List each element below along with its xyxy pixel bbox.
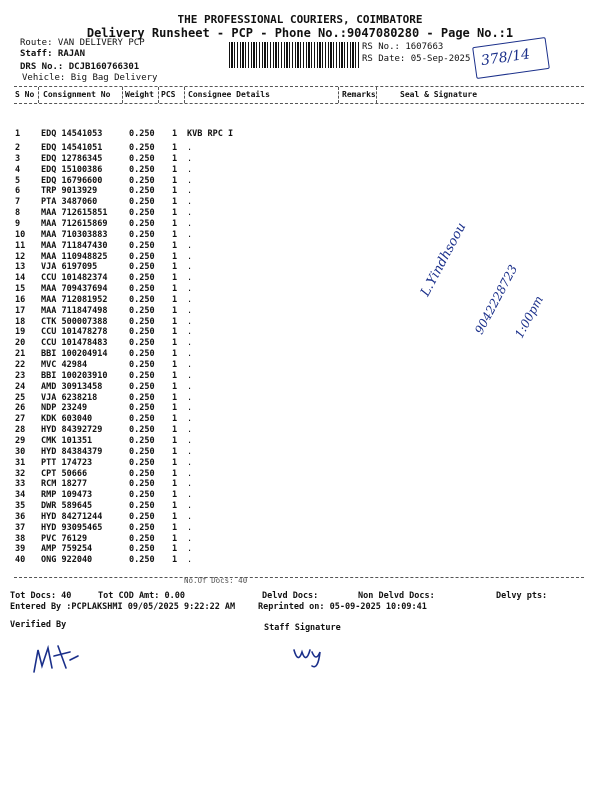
table-row xyxy=(0,393,600,403)
row-sno: 15 xyxy=(15,284,26,295)
row-consignment-no: HYD 84271244 xyxy=(41,511,103,522)
table-row xyxy=(0,154,600,164)
header-top-rule xyxy=(14,86,584,87)
row-sno: 18 xyxy=(15,316,26,327)
row-weight: 0.250 xyxy=(129,392,155,403)
row-pcs: 1 xyxy=(172,360,178,370)
table-bottom-rule xyxy=(14,577,584,578)
row-consignee: . xyxy=(187,240,193,251)
row-consignment-no: NDP 23249 xyxy=(41,403,88,414)
row-consignee: . xyxy=(187,262,193,273)
row-sno: 37 xyxy=(15,522,26,533)
row-weight: 0.250 xyxy=(129,555,155,566)
row-weight: 0.250 xyxy=(129,240,155,251)
row-consignment-no: MAA 711847430 xyxy=(41,240,108,251)
row-weight: 0.250 xyxy=(129,414,155,425)
row-pcs: 1 xyxy=(172,294,178,305)
row-pcs: 1 xyxy=(172,435,178,446)
table-row xyxy=(0,512,600,522)
row-consignment-no: DWR 589645 xyxy=(41,501,93,512)
row-sno: 7 xyxy=(15,197,21,208)
row-consignee: . xyxy=(187,284,193,295)
row-weight: 0.250 xyxy=(129,229,155,240)
table-row xyxy=(0,197,600,207)
row-consignee: . xyxy=(187,490,193,501)
row-consignment-no: CCU 101482374 xyxy=(41,273,108,284)
no-of-docs: No.Of Docs: 40 xyxy=(184,576,248,585)
non-delvd-docs: Non Delvd Docs: xyxy=(358,591,435,601)
row-sno: 24 xyxy=(15,381,26,392)
row-consignment-no: MAA 712615869 xyxy=(41,218,108,229)
row-sno: 20 xyxy=(15,338,26,349)
row-weight: 0.250 xyxy=(129,294,155,305)
row-weight: 0.250 xyxy=(129,218,155,229)
row-weight: 0.250 xyxy=(129,327,155,338)
col-divider xyxy=(338,87,339,103)
table-row xyxy=(0,327,600,337)
row-pcs: 1 xyxy=(172,522,178,533)
row-consignment-no: MAA 712081952 xyxy=(41,294,108,305)
row-pcs: 1 xyxy=(172,208,178,219)
entered-by: Entered By :PCPLAKSHMI 09/05/2025 9:22:22 AM xyxy=(10,602,236,612)
row-sno: 14 xyxy=(15,273,26,284)
row-weight: 0.250 xyxy=(129,360,155,370)
col-divider xyxy=(122,87,123,103)
row-consignment-no: BBI 100204914 xyxy=(41,349,108,360)
row-pcs: 1 xyxy=(172,555,178,566)
row-sno: 33 xyxy=(15,479,26,490)
table-row xyxy=(0,230,600,240)
row-consignee: . xyxy=(187,294,193,305)
verifier-signature xyxy=(26,638,86,678)
row-pcs: 1 xyxy=(172,273,178,284)
delvy-pts: Delvy pts: xyxy=(496,591,548,601)
row-consignment-no: MAA 710303883 xyxy=(41,229,108,240)
row-consignee: . xyxy=(187,522,193,533)
row-weight: 0.250 xyxy=(129,338,155,349)
table-row xyxy=(0,414,600,424)
table-row xyxy=(0,295,600,305)
row-pcs: 1 xyxy=(172,544,178,555)
row-weight: 0.250 xyxy=(129,164,155,175)
row-sno: 10 xyxy=(15,229,26,240)
table-row xyxy=(0,501,600,511)
staff-signature-label: Staff Signature xyxy=(264,623,341,633)
row-consignee: . xyxy=(187,370,193,381)
row-pcs: 1 xyxy=(172,262,178,273)
row-weight: 0.250 xyxy=(129,381,155,392)
row-consignee: . xyxy=(187,175,193,186)
handwritten-name: L.Yindhsoou xyxy=(418,220,470,300)
row-weight: 0.250 xyxy=(129,425,155,436)
table-row xyxy=(0,534,600,544)
tot-docs: Tot Docs: 40 xyxy=(10,591,72,601)
row-consignee: . xyxy=(187,392,193,403)
row-weight: 0.250 xyxy=(129,544,155,555)
col-divider xyxy=(38,87,39,103)
col-seal: Seal & Signature xyxy=(400,90,478,99)
row-sno: 4 xyxy=(15,164,21,175)
row-consignee: . xyxy=(187,218,193,229)
table-row xyxy=(0,241,600,251)
rs-date: RS Date: 05-Sep-2025 xyxy=(362,54,471,64)
row-consignment-no: CCU 101478483 xyxy=(41,338,108,349)
table-row xyxy=(0,371,600,381)
row-consignment-no: ONG 922040 xyxy=(41,555,93,566)
row-weight: 0.250 xyxy=(129,479,155,490)
header-bottom-rule xyxy=(14,103,584,104)
row-sno: 25 xyxy=(15,392,26,403)
row-sno: 11 xyxy=(15,240,26,251)
row-sno: 34 xyxy=(15,490,26,501)
row-pcs: 1 xyxy=(172,229,178,240)
row-consignee: . xyxy=(187,143,193,153)
table-row xyxy=(0,458,600,468)
row-weight: 0.250 xyxy=(129,435,155,446)
verified-by: Verified By xyxy=(10,620,67,630)
row-consignee: . xyxy=(187,229,193,240)
row-weight: 0.250 xyxy=(129,446,155,457)
row-consignment-no: CPT 50666 xyxy=(41,468,88,479)
row-sno: 28 xyxy=(15,425,26,436)
table-row xyxy=(0,129,600,139)
row-pcs: 1 xyxy=(172,186,178,197)
row-pcs: 1 xyxy=(172,175,178,186)
row-consignment-no: CCU 101478278 xyxy=(41,327,108,338)
row-consignment-no: VJA 6238218 xyxy=(41,392,98,403)
row-sno: 3 xyxy=(15,153,21,164)
table-row xyxy=(0,208,600,218)
delvd-docs: Delvd Docs: xyxy=(262,591,319,601)
row-pcs: 1 xyxy=(172,381,178,392)
row-weight: 0.250 xyxy=(129,490,155,501)
row-consignment-no: MAA 709437694 xyxy=(41,284,108,295)
row-sno: 35 xyxy=(15,501,26,512)
row-consignee: . xyxy=(187,468,193,479)
row-weight: 0.250 xyxy=(129,208,155,219)
row-consignee: . xyxy=(187,197,193,208)
row-consignee: . xyxy=(187,425,193,436)
row-sno: 36 xyxy=(15,511,26,522)
table-row xyxy=(0,555,600,565)
row-consignment-no: AMD 30913458 xyxy=(41,381,103,392)
row-pcs: 1 xyxy=(172,338,178,349)
row-pcs: 1 xyxy=(172,197,178,208)
row-consignee: . xyxy=(187,479,193,490)
row-pcs: 1 xyxy=(172,349,178,360)
row-sno: 26 xyxy=(15,403,26,414)
row-sno: 38 xyxy=(15,533,26,544)
row-consignee: . xyxy=(187,544,193,555)
row-consignee: . xyxy=(187,435,193,446)
row-consignee: . xyxy=(187,208,193,219)
row-consignee: . xyxy=(187,349,193,360)
row-consignment-no: RMP 109473 xyxy=(41,490,93,501)
row-sno: 27 xyxy=(15,414,26,425)
sheet-title: Delivery Runsheet - PCP - Phone No.:9047080280 - Page No.:1 xyxy=(86,26,514,40)
rs-number: RS No.: 1607663 xyxy=(362,42,444,52)
row-sno: 29 xyxy=(15,435,26,446)
col-consignee: Consignee Details xyxy=(188,90,270,99)
row-sno: 13 xyxy=(15,262,26,273)
col-sno: S No xyxy=(15,90,35,99)
company-title: THE PROFESSIONAL COURIERS, COIMBATORE xyxy=(177,13,423,26)
table-row xyxy=(0,382,600,392)
row-consignment-no: HYD 93095465 xyxy=(41,522,103,533)
table-row xyxy=(0,252,600,262)
table-row xyxy=(0,306,600,316)
row-pcs: 1 xyxy=(172,501,178,512)
row-consignment-no: MAA 110948825 xyxy=(41,251,108,262)
row-weight: 0.250 xyxy=(129,305,155,316)
row-weight: 0.250 xyxy=(129,403,155,414)
row-consignee: . xyxy=(187,164,193,175)
row-pcs: 1 xyxy=(172,425,178,436)
row-sno: 32 xyxy=(15,468,26,479)
row-consignee: . xyxy=(187,360,193,370)
route-label: Route: VAN DELIVERY PCP xyxy=(20,38,145,48)
table-row xyxy=(0,176,600,186)
row-pcs: 1 xyxy=(172,370,178,381)
row-pcs: 1 xyxy=(172,414,178,425)
table-row xyxy=(0,523,600,533)
handwritten-ref-box xyxy=(472,37,550,79)
row-sno: 6 xyxy=(15,186,21,197)
row-consignment-no: VJA 6197095 xyxy=(41,262,98,273)
row-weight: 0.250 xyxy=(129,262,155,273)
row-consignment-no: CTK 500007388 xyxy=(41,316,108,327)
table-row xyxy=(0,317,600,327)
row-sno: 5 xyxy=(15,175,21,186)
table-row xyxy=(0,338,600,348)
row-consignee: . xyxy=(187,381,193,392)
row-pcs: 1 xyxy=(172,392,178,403)
row-sno: 21 xyxy=(15,349,26,360)
tot-cod-amount: Tot COD Amt: 0.00 xyxy=(98,591,185,601)
row-consignee: . xyxy=(187,327,193,338)
row-consignee: . xyxy=(187,305,193,316)
row-consignment-no: BBI 100203910 xyxy=(41,370,108,381)
staff-label: Staff: RAJAN xyxy=(20,49,86,59)
row-weight: 0.250 xyxy=(129,511,155,522)
row-consignment-no: MAA 711847498 xyxy=(41,305,108,316)
row-weight: 0.250 xyxy=(129,251,155,262)
col-divider xyxy=(158,87,159,103)
row-consignee: . xyxy=(187,186,193,197)
row-consignee: . xyxy=(187,403,193,414)
row-sno: 1 xyxy=(15,129,21,139)
row-consignee: . xyxy=(187,457,193,468)
row-consignee: . xyxy=(187,511,193,522)
col-consignment: Consignment No xyxy=(43,90,111,99)
row-consignment-no: RCM 18277 xyxy=(41,479,88,490)
row-pcs: 1 xyxy=(172,316,178,327)
row-sno: 17 xyxy=(15,305,26,316)
row-pcs: 1 xyxy=(172,511,178,522)
table-row xyxy=(0,479,600,489)
row-consignee: . xyxy=(187,251,193,262)
row-sno: 30 xyxy=(15,446,26,457)
row-consignment-no: EDQ 12786345 xyxy=(41,153,103,164)
row-consignee: . xyxy=(187,533,193,544)
row-sno: 40 xyxy=(15,555,26,566)
row-pcs: 1 xyxy=(172,327,178,338)
row-weight: 0.250 xyxy=(129,316,155,327)
table-row xyxy=(0,490,600,500)
row-weight: 0.250 xyxy=(129,370,155,381)
table-row xyxy=(0,544,600,554)
drs-number: DRS No.: DCJB160766301 xyxy=(20,62,140,72)
row-consignee: . xyxy=(187,153,193,164)
table-row xyxy=(0,219,600,229)
row-sno: 9 xyxy=(15,218,21,229)
row-consignment-no: HYD 84392729 xyxy=(41,425,103,436)
row-pcs: 1 xyxy=(172,305,178,316)
row-sno: 12 xyxy=(15,251,26,262)
table-row xyxy=(0,143,600,153)
row-weight: 0.250 xyxy=(129,129,155,139)
row-consignment-no: PVC 76129 xyxy=(41,533,88,544)
row-consignment-no: PTT 174723 xyxy=(41,457,93,468)
row-consignment-no: MVC 42984 xyxy=(41,360,88,370)
row-pcs: 1 xyxy=(172,490,178,501)
row-consignee: KVB RPC I xyxy=(187,129,234,139)
row-weight: 0.250 xyxy=(129,284,155,295)
row-pcs: 1 xyxy=(172,164,178,175)
table-row xyxy=(0,469,600,479)
row-pcs: 1 xyxy=(172,457,178,468)
row-pcs: 1 xyxy=(172,533,178,544)
row-consignment-no: EDQ 15100386 xyxy=(41,164,103,175)
row-pcs: 1 xyxy=(172,143,178,153)
table-row xyxy=(0,360,600,370)
row-weight: 0.250 xyxy=(129,186,155,197)
row-pcs: 1 xyxy=(172,479,178,490)
table-row xyxy=(0,425,600,435)
reprinted-on: Reprinted on: 05-09-2025 10:09:41 xyxy=(258,602,427,612)
table-row xyxy=(0,349,600,359)
row-weight: 0.250 xyxy=(129,522,155,533)
row-consignment-no: MAA 712615851 xyxy=(41,208,108,219)
row-weight: 0.250 xyxy=(129,197,155,208)
vehicle-label: Vehicle: Big Bag Delivery xyxy=(22,73,158,83)
row-consignee: . xyxy=(187,338,193,349)
row-consignment-no: TRP 9013929 xyxy=(41,186,98,197)
row-consignment-no: HYD 84384379 xyxy=(41,446,103,457)
row-weight: 0.250 xyxy=(129,175,155,186)
row-sno: 23 xyxy=(15,370,26,381)
row-sno: 8 xyxy=(15,208,21,219)
row-consignment-no: CMK 101351 xyxy=(41,435,93,446)
row-consignee: . xyxy=(187,316,193,327)
row-weight: 0.250 xyxy=(129,533,155,544)
col-remarks: Remarks xyxy=(342,90,376,99)
row-consignee: . xyxy=(187,414,193,425)
row-consignment-no: EDQ 16796600 xyxy=(41,175,103,186)
handwritten-phone: 9042228723 xyxy=(472,262,521,337)
row-sno: 16 xyxy=(15,294,26,305)
row-pcs: 1 xyxy=(172,468,178,479)
row-consignment-no: AMP 759254 xyxy=(41,544,93,555)
row-consignment-no: KDK 603040 xyxy=(41,414,93,425)
row-consignment-no: PTA 3487060 xyxy=(41,197,98,208)
row-sno: 39 xyxy=(15,544,26,555)
row-weight: 0.250 xyxy=(129,349,155,360)
table-row xyxy=(0,447,600,457)
row-consignment-no: EDQ 14541051 xyxy=(41,143,103,153)
row-weight: 0.250 xyxy=(129,457,155,468)
col-divider xyxy=(376,87,377,103)
staff-signature xyxy=(290,640,340,670)
row-pcs: 1 xyxy=(172,403,178,414)
row-weight: 0.250 xyxy=(129,153,155,164)
row-pcs: 1 xyxy=(172,153,178,164)
row-pcs: 1 xyxy=(172,251,178,262)
row-pcs: 1 xyxy=(172,129,178,139)
row-pcs: 1 xyxy=(172,218,178,229)
table-row xyxy=(0,436,600,446)
col-weight: Weight xyxy=(125,90,154,99)
row-weight: 0.250 xyxy=(129,501,155,512)
col-pcs: PCS xyxy=(161,90,176,99)
row-consignee: . xyxy=(187,273,193,284)
table-row xyxy=(0,186,600,196)
row-consignee: . xyxy=(187,501,193,512)
handwritten-time: 1:00pm xyxy=(512,293,546,341)
col-divider xyxy=(184,87,185,103)
table-row xyxy=(0,403,600,413)
row-sno: 22 xyxy=(15,360,26,370)
row-weight: 0.250 xyxy=(129,468,155,479)
row-pcs: 1 xyxy=(172,446,178,457)
row-pcs: 1 xyxy=(172,284,178,295)
row-sno: 19 xyxy=(15,327,26,338)
barcode xyxy=(229,42,359,68)
row-pcs: 1 xyxy=(172,240,178,251)
table-row xyxy=(0,165,600,175)
row-sno: 2 xyxy=(15,143,21,153)
row-sno: 31 xyxy=(15,457,26,468)
row-weight: 0.250 xyxy=(129,273,155,284)
row-consignee: . xyxy=(187,446,193,457)
row-consignee: . xyxy=(187,555,193,566)
handwritten-ref: 378/14 xyxy=(480,46,532,70)
row-weight: 0.250 xyxy=(129,143,155,153)
row-consignment-no: EDQ 14541053 xyxy=(41,129,103,139)
